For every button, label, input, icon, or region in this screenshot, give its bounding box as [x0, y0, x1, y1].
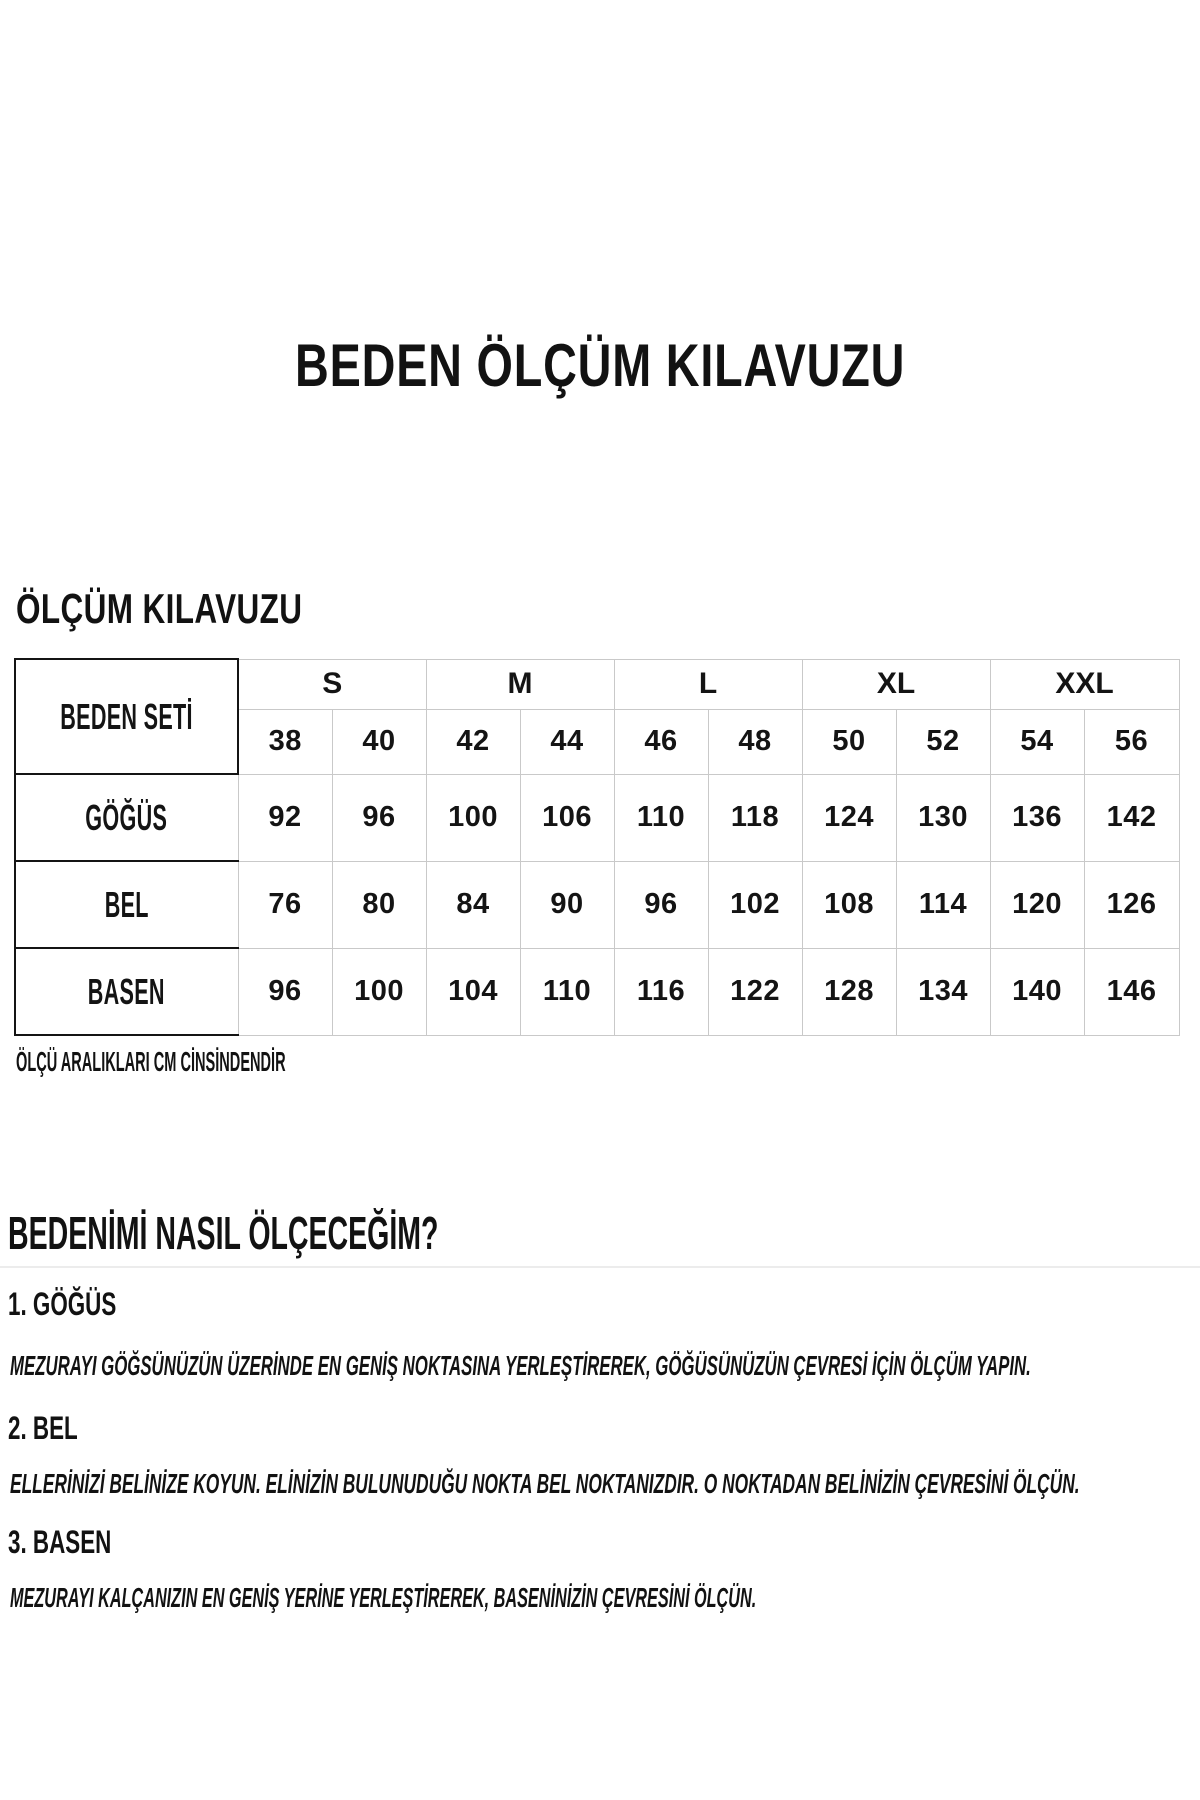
- measure-value-cell: 108: [802, 861, 896, 948]
- table-row-chest: [15, 774, 1179, 861]
- size-number-cell: 42: [426, 709, 520, 774]
- measure-value-cell: 140: [990, 948, 1084, 1035]
- size-group-cell: L: [614, 659, 802, 709]
- size-number-cell: 54: [990, 709, 1084, 774]
- measure-row-label: BEL: [15, 861, 238, 948]
- measure-value-cell: 104: [426, 948, 520, 1035]
- size-group-cell: M: [426, 659, 614, 709]
- measure-value-cell: 92: [238, 774, 332, 861]
- measure-value-cell: 122: [708, 948, 802, 1035]
- step-1-text: MEZURAYI GÖĞSÜNÜZÜN ÜZERİNDE EN GENİŞ NOKTASINA YERLEŞTİREREK, GÖĞÜSÜNÜZÜN ÇEVRESİ İÇİN ÖLÇÜM YAPIN.: [10, 1350, 1031, 1381]
- size-number-cell: 46: [614, 709, 708, 774]
- measure-row-label: BASEN: [15, 948, 238, 1035]
- measure-value-cell: 116: [614, 948, 708, 1035]
- measure-value-cell: 110: [520, 948, 614, 1035]
- measure-value-cell: 90: [520, 861, 614, 948]
- size-number-cell: 40: [332, 709, 426, 774]
- size-group-cell: XL: [802, 659, 990, 709]
- measure-value-cell: 146: [1084, 948, 1179, 1035]
- measure-value-cell: 142: [1084, 774, 1179, 861]
- measure-value-cell: 126: [1084, 861, 1179, 948]
- size-number-cell: 44: [520, 709, 614, 774]
- measure-value-cell: 100: [332, 948, 426, 1035]
- measure-value-cell: 118: [708, 774, 802, 861]
- page-title: [0, 332, 1200, 399]
- step-2-text: ELLERİNİZİ BELİNİZE KOYUN. ELİNİZİN BULUNUDUĞU NOKTA BEL NOKTANIZDIR. O NOKTADAN BELİNİZİN ÇEVRESİNİ ÖLÇÜN.: [10, 1468, 1080, 1499]
- measure-value-cell: 136: [990, 774, 1084, 861]
- section-divider: [0, 1266, 1200, 1268]
- step-3-title: 3. BASEN: [8, 1524, 112, 1560]
- measure-value-cell: 106: [520, 774, 614, 861]
- measurement-guide-heading: ÖLÇÜM KILAVUZU: [16, 585, 303, 632]
- step-1-title: 1. GÖĞÜS: [8, 1286, 117, 1322]
- how-to-measure-heading: BEDENİMİ NASIL ÖLÇECEĞİM?: [8, 1207, 439, 1259]
- units-note: ÖLÇÜ ARALIKLARI CM CİNSİNDENDİR: [16, 1046, 286, 1077]
- table-row-hips: [15, 948, 1179, 1035]
- measure-value-cell: 100: [426, 774, 520, 861]
- size-number-cell: 50: [802, 709, 896, 774]
- table-row-size-letters: [15, 659, 1179, 709]
- measure-value-cell: 102: [708, 861, 802, 948]
- measure-row-label: GÖĞÜS: [15, 774, 238, 861]
- measure-value-cell: 130: [896, 774, 990, 861]
- measure-value-cell: 96: [614, 861, 708, 948]
- measure-value-cell: 128: [802, 948, 896, 1035]
- measure-value-cell: 120: [990, 861, 1084, 948]
- measure-value-cell: 84: [426, 861, 520, 948]
- measure-value-cell: 110: [614, 774, 708, 861]
- table-row-waist: [15, 861, 1179, 948]
- corner-cell: BEDEN SETİ: [15, 659, 238, 774]
- measure-value-cell: 96: [238, 948, 332, 1035]
- size-chart-table: [14, 658, 1180, 1036]
- page-title-text: BEDEN ÖLÇÜM KILAVUZU: [294, 332, 906, 399]
- measure-value-cell: 124: [802, 774, 896, 861]
- size-number-cell: 56: [1084, 709, 1179, 774]
- measure-value-cell: 76: [238, 861, 332, 948]
- measure-value-cell: 134: [896, 948, 990, 1035]
- size-number-cell: 52: [896, 709, 990, 774]
- step-3-text: MEZURAYI KALÇANIZIN EN GENİŞ YERİNE YERLEŞTİREREK, BASENİNİZİN ÇEVRESİNİ ÖLÇÜN.: [10, 1582, 757, 1613]
- step-2-title: 2. BEL: [8, 1410, 78, 1446]
- size-group-cell: S: [238, 659, 426, 709]
- size-number-cell: 38: [238, 709, 332, 774]
- measure-value-cell: 96: [332, 774, 426, 861]
- size-number-cell: 48: [708, 709, 802, 774]
- size-group-cell: XXL: [990, 659, 1179, 709]
- measure-value-cell: 114: [896, 861, 990, 948]
- measure-value-cell: 80: [332, 861, 426, 948]
